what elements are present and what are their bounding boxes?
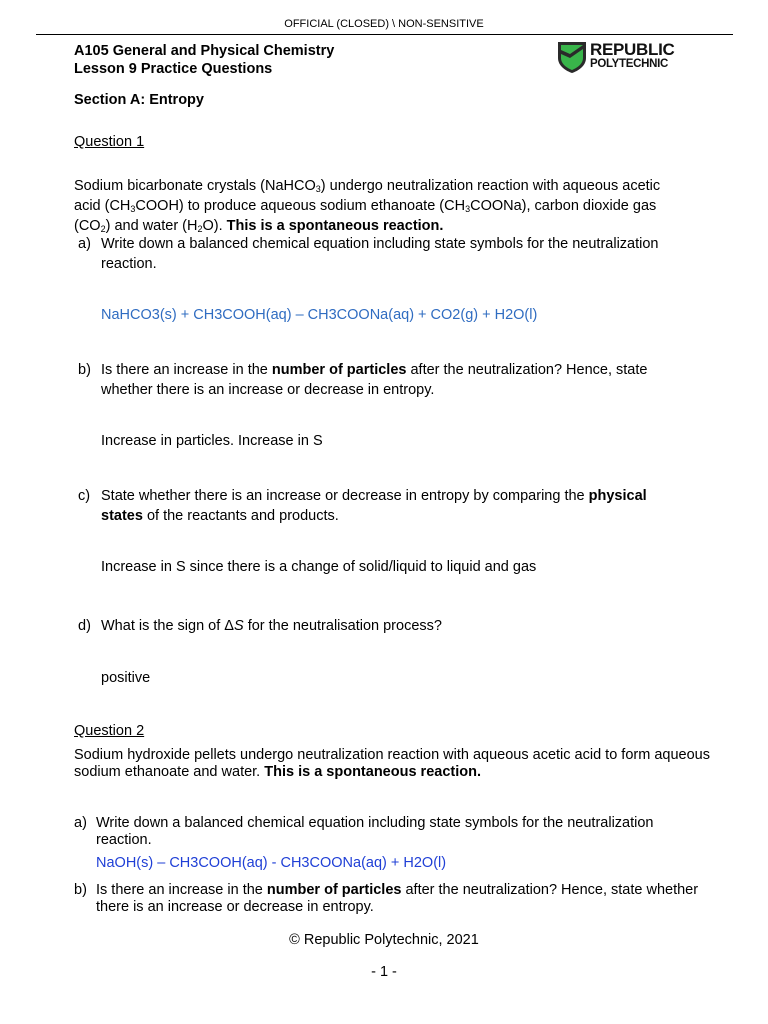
item-label: d) [78, 618, 91, 634]
item-text: What is the sign of ΔS for the neutralisation process? [101, 618, 442, 634]
item-label: a) [78, 236, 91, 252]
header-divider [36, 34, 733, 35]
copyright-footer: © Republic Polytechnic, 2021 [289, 932, 479, 948]
course-title: A105 General and Physical Chemistry [74, 43, 335, 59]
question-1-heading: Question 1 [74, 134, 145, 150]
lesson-title: Lesson 9 Practice Questions [74, 61, 273, 77]
item-text: Is there an increase in the number of particles after the neutralization? Hence, state whether there is an increase or decrease in entropy. [96, 882, 699, 915]
answer-2a: NaOH(s) – CH3COOH(aq) - CH3COONa(aq) + H2O(l) [96, 855, 447, 871]
logo-wordmark-top: REPUBLIC [590, 40, 675, 59]
item-label: c) [78, 488, 91, 504]
question-2a [74, 815, 704, 848]
question-2b [74, 882, 704, 915]
item-text: State whether there is an increase or decrease in entropy by comparing the physical states of the reactants and products. [101, 488, 647, 524]
item-text: Is there an increase in the number of particles after the neutralization? Hence, state whether there is an increase or decrease in entropy. [101, 362, 648, 398]
item-label: a) [74, 815, 87, 831]
question-1a [78, 234, 698, 272]
shield-logo-icon [556, 40, 588, 74]
page-number: - 1 - [371, 964, 397, 980]
question-1-intro: Sodium bicarbonate crystals (NaHCO$_3$) undergo neutralization reaction with aqueous acetic acid $(CH_3COOH)$ to produce aqueous sodium ethanoate $(CH_3COONa)$, carbon dioxide gas $(CO_2)$ and water $(H_2O)$. This is a spontaneous reaction. [74, 178, 661, 234]
answer-1c: Increase in S since there is a change of solid/liquid to liquid and gas [101, 559, 537, 575]
item-text: Write down a balanced chemical equation including state symbols for the neutralization reaction. [96, 815, 654, 848]
answer-1a: NaHCO3(s) + CH3COOH(aq) – CH3COONa(aq) + CO2(g) + H2O(l) [101, 307, 538, 323]
question-2-intro: Sodium hydroxide pellets undergo neutralization reaction with aqueous acetic acid to form aqueous sodium ethanoate and water. This is a spontaneous reaction. [74, 747, 710, 780]
question-1c [78, 486, 698, 524]
classification-label: OFFICIAL (CLOSED) \ NON-SENSITIVE [284, 18, 484, 30]
item-label: b) [74, 882, 87, 898]
answer-1d: positive [101, 670, 151, 686]
question-1d [78, 616, 698, 636]
answer-1b: Increase in particles. Increase in S [101, 433, 323, 449]
item-label: b) [78, 362, 91, 378]
item-text: Write down a balanced chemical equation including state symbols for the neutralization reaction. [101, 236, 659, 272]
section-heading: Section A: Entropy [74, 92, 204, 108]
logo-wordmark-bottom: POLYTECHNIC [590, 58, 669, 70]
question-1b [78, 360, 698, 398]
republic-polytechnic-logo [556, 40, 675, 74]
question-2-heading: Question 2 [74, 723, 145, 739]
